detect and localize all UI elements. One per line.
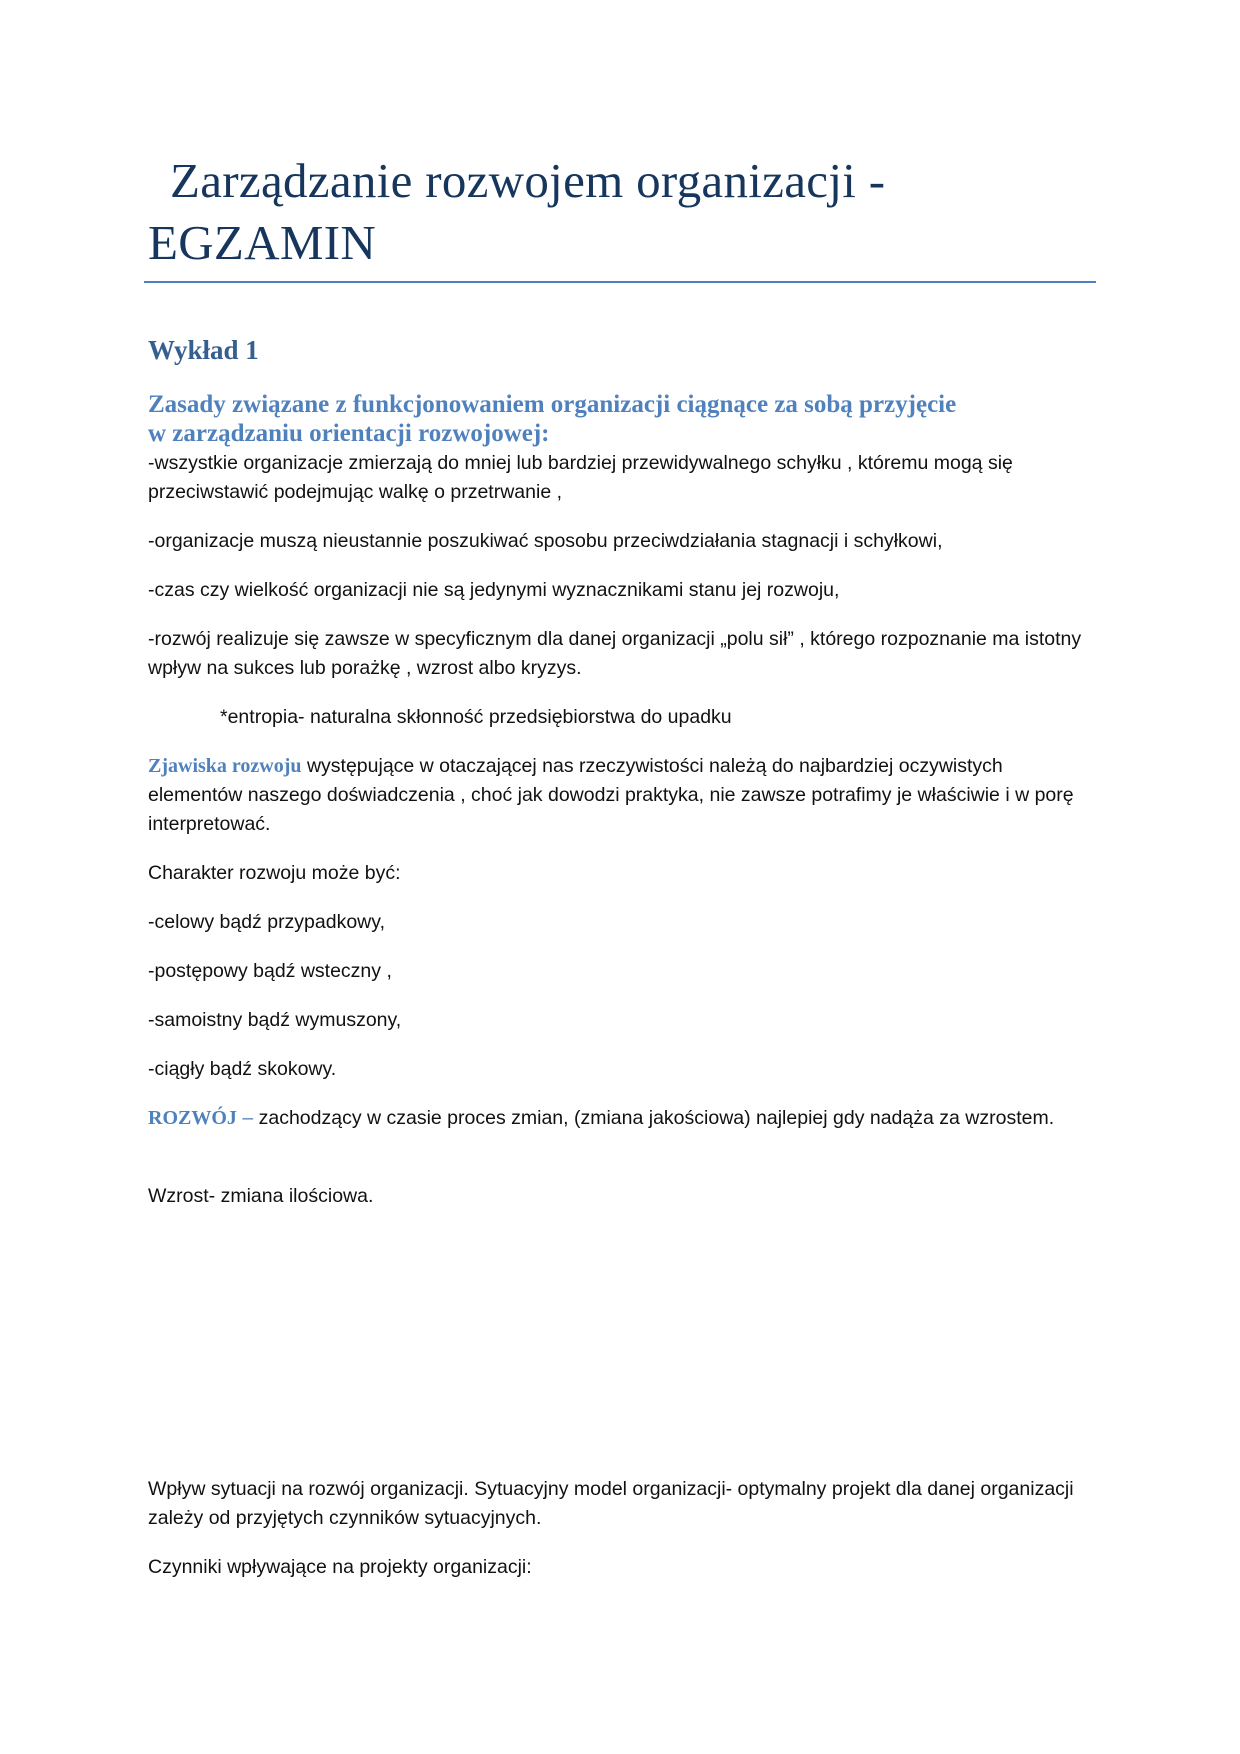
document-title (148, 150, 1098, 274)
paragraph-zjawiska-text: występujące w otaczającej nas rzeczywistości należą do najbardziej oczywistych elementów naszego doświadczenia , choć jak dowodzi praktyka, nie zawsze potrafimy je właściwie i w porę interpretować. (148, 755, 1074, 835)
title-line-2: EGZAMIN (148, 215, 377, 270)
paragraph-1: -wszystkie organizacje zmierzają do mniej lub bardziej przewidywalnego schyłku , któremu mogą się przeciwstawić podejmując walkę o przetrwanie , (148, 452, 1013, 503)
paragraph-rozwoj-text: zachodzący w czasie proces zmian, (zmiana jakościowa) najlepiej gdy nadąża za wzrostem. (258, 1107, 1055, 1129)
heading-zasady (148, 390, 1098, 448)
list-item-samoistny: -samoistny bądź wymuszony, (148, 1009, 402, 1031)
list-item-celowy: -celowy bądź przypadkowy, (148, 911, 385, 933)
paragraph-4: -rozwój realizuje się zawsze w specyficznym dla danej organizacji „polu sił” , którego rozpoznanie ma istotny wpływ na sukces lub porażkę , wzrost albo kryzys. (148, 628, 1082, 679)
paragraph-3: -czas czy wielkość organizacji nie są jedynymi wyznacznikami stanu jej rozwoju, (148, 579, 840, 601)
paragraph-zjawiska (148, 752, 1098, 839)
paragraph-2: -organizacje muszą nieustannie poszukiwać sposobu przeciwdziałania stagnacji i schyłkowi, (148, 530, 943, 552)
paragraph-entropia: *entropia- naturalna skłonność przedsiębiorstwa do upadku (220, 706, 732, 728)
heading-zasady-line-2: w zarządzaniu orientacji rozwojowej: (148, 420, 550, 447)
paragraph-charakter: Charakter rozwoju może być: (148, 862, 401, 884)
paragraph-wzrost: Wzrost- zmiana ilościowa. (148, 1185, 374, 1207)
term-rozwoj-dash: – (236, 1107, 259, 1129)
paragraph-wplyw: Wpływ sytuacji na rozwój organizacji. Sytuacyjny model organizacji- optymalny projekt dla danej organizacji zależy od przyjętych czynników sytuacyjnych. (148, 1478, 1074, 1529)
list-item-ciagly: -ciągły bądź skokowy. (148, 1058, 337, 1080)
term-zjawiska-rozwoju: Zjawiska rozwoju (148, 755, 302, 777)
title-line-1: Zarządzanie rozwojem organizacji - (170, 153, 886, 208)
paragraph-czynniki: Czynniki wpływające na projekty organizacji: (148, 1556, 532, 1578)
heading-zasady-line-1: Zasady związane z funkcjonowaniem organizacji ciągnące za sobą przyjęcie (148, 391, 957, 418)
paragraph-rozwoj (148, 1104, 1098, 1133)
list-item-postepowy: -postępowy bądź wsteczny , (148, 960, 392, 982)
term-rozwoj: ROZWÓJ (148, 1107, 237, 1129)
title-underline (144, 281, 1096, 283)
heading-wyklad: Wykład 1 (148, 335, 259, 365)
